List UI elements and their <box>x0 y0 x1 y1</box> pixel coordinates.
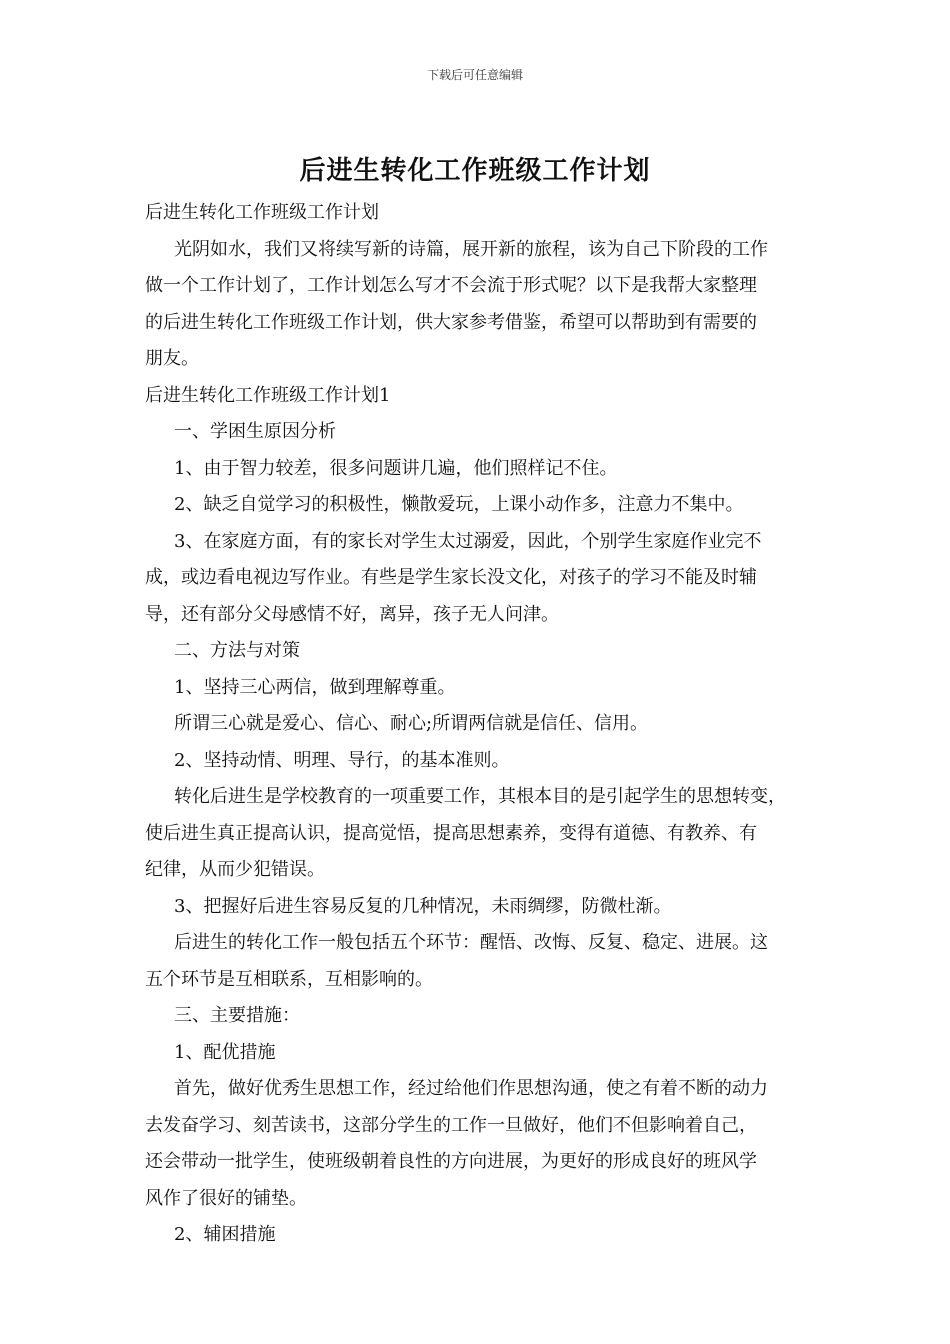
body-line: 光阴如水，我们又将续写新的诗篇，展开新的旅程，该为自己下阶段的工作 <box>174 238 768 260</box>
body-line: 首先，做好优秀生思想工作，经过给他们作思想沟通，使之有着不断的动力 <box>174 1078 768 1099</box>
body-line: 1、坚持三心两信，做到理解尊重。 <box>174 676 456 698</box>
body-line: 朋友。 <box>145 348 199 369</box>
document-title: 后进生转化工作班级工作计划 <box>299 156 651 186</box>
body-line: 2、缺乏自觉学习的积极性，懒散爱玩，上课小动作多，注意力不集中。 <box>174 494 744 515</box>
body-line: 所谓三心就是爱心、信心、耐心;所谓两信就是信任、信用。 <box>174 713 649 734</box>
body-line: 导，还有部分父母感情不好，离异，孩子无人问津。 <box>145 603 559 625</box>
body-line: 后进生转化工作班级工作计划 <box>145 202 379 223</box>
body-line: 去发奋学习、刻苦读书，这部分学生的工作一旦做好，他们不但影响着自己， <box>145 1114 757 1136</box>
body-line: 2、坚持动情、明理、导行，的基本准则。 <box>174 749 510 771</box>
header-note: 下载后可任意编辑 <box>426 68 523 82</box>
body-line: 3、在家庭方面，有的家长对学生太过溺爱，因此，个别学生家庭作业完不 <box>174 530 762 552</box>
body-line: 风作了很好的铺垫。 <box>145 1187 307 1209</box>
body-line: 的后进生转化工作班级工作计划，供大家参考借鉴，希望可以帮助到有需要的 <box>145 311 757 333</box>
body-line: 纪律，从而少犯错误。 <box>145 859 325 880</box>
body-line: 还会带动一批学生，使班级朝着良性的方向进展，为更好的形成良好的班风学 <box>145 1151 757 1172</box>
body-line: 1、由于智力较差，很多问题讲几遍，他们照样记不住。 <box>174 457 618 479</box>
body-line: 使后进生真正提高认识，提高觉悟，提高思想素养，变得有道德、有教养、有 <box>145 822 757 844</box>
body-line: 五个环节是互相联系，互相影响的。 <box>145 968 433 990</box>
body-line: 二、方法与对策 <box>174 640 300 661</box>
body-line: 一、学困生原因分析 <box>174 421 336 442</box>
body-line: 后进生转化工作班级工作计划1 <box>145 384 391 406</box>
body-line: 1、配优措施 <box>174 1041 276 1063</box>
body-line: 后进生的转化工作一般包括五个环节：醒悟、改悔、反复、稳定、进展。这 <box>174 932 768 953</box>
body-line: 三、主要措施： <box>174 1005 300 1026</box>
body-line: 做一个工作计划了，工作计划怎么写才不会流于形式呢？以下是我帮大家整理 <box>145 275 757 296</box>
body-line: 转化后进生是学校教育的一项重要工作，其根本目的是引起学生的思想转变， <box>174 786 786 807</box>
document-body <box>145 195 815 1254</box>
body-line: 2、辅困措施 <box>174 1224 276 1245</box>
body-line: 成，或边看电视边写作业。有些是学生家长没文化，对孩子的学习不能及时辅 <box>145 567 757 588</box>
body-line: 3、把握好后进生容易反复的几种情况，未雨绸缪，防微杜渐。 <box>174 895 672 917</box>
